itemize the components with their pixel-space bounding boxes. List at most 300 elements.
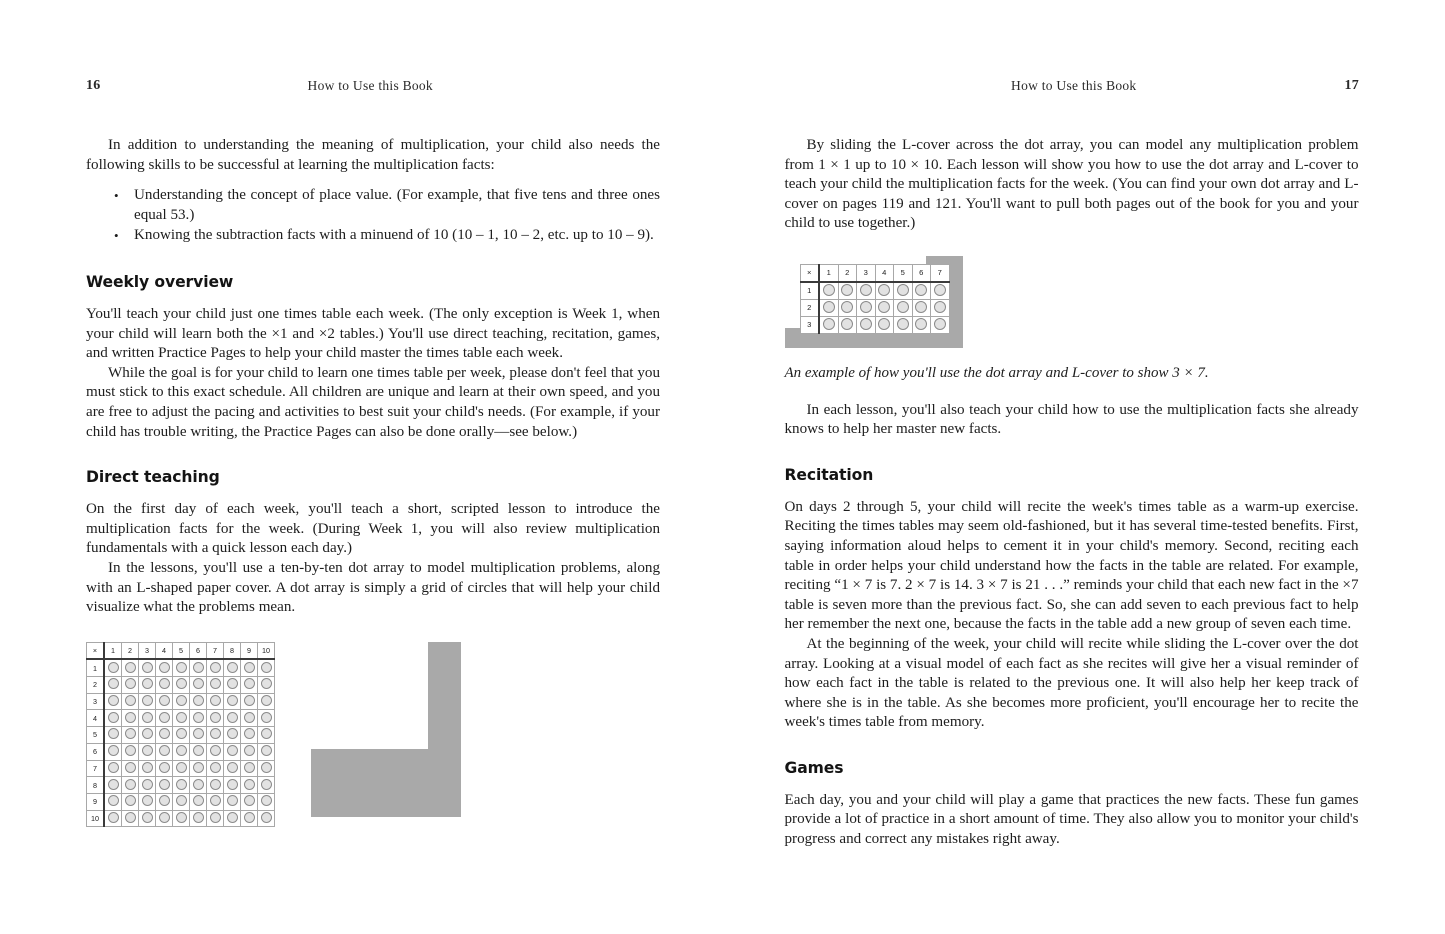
paragraph-weekly-overview-2: While the goal is for your child to learn one times table per week, please don't feel that you must stick to this exact schedule. All children are unique and learn at their own speed, and you are free to adjust the pacing and activities to best suit your child's needs. (For example, if your child has trouble writing, the Practice Pages can also be done orally—see below.) (86, 364, 660, 440)
paragraph-intro-right: By sliding the L-cover across the dot array, you can model any multiplication problem from 1 × 1 up to 10 × 10. Each lesson will show you how to use the dot array and L-cover to teach your child the multiplication facts for the week. (You can find your own dot array and L-cover on pages 119 and 121. You'll want to pull both pages out of the book for you and your child to use together.) (784, 137, 1359, 232)
dot-array-cell (241, 777, 258, 794)
dot-array-cell (931, 316, 950, 333)
dot-array-cell (912, 282, 931, 300)
dot-icon (125, 712, 136, 723)
dot-array-cell (190, 659, 207, 676)
dot-array-cell (224, 727, 241, 744)
dot-array-cell (207, 777, 224, 794)
dot-icon (142, 695, 153, 706)
dot-array-cell (190, 743, 207, 760)
dot-array-cell (912, 299, 931, 316)
dot-array-corner-cell: × (800, 264, 819, 282)
dot-array-cell (258, 727, 275, 744)
dot-icon (227, 779, 238, 790)
dot-icon (210, 745, 221, 756)
dot-array-header-row (800, 264, 949, 282)
figure-dot-array-and-l-cover (86, 636, 660, 826)
dot-icon (159, 678, 170, 689)
dot-array-cell (122, 677, 139, 694)
dot-array-column-header: 9 (241, 642, 258, 659)
dot-icon (915, 284, 927, 296)
dot-icon (142, 795, 153, 806)
dot-icon (142, 662, 153, 673)
dot-array-cell (122, 743, 139, 760)
dot-array-column-header: 3 (857, 264, 876, 282)
dot-icon (142, 762, 153, 773)
dot-array-cell (104, 727, 122, 744)
dot-array-cell (207, 727, 224, 744)
dot-icon (176, 662, 187, 673)
dot-array-cell (156, 710, 173, 727)
dot-array-cell (139, 793, 156, 810)
dot-icon (176, 728, 187, 739)
dot-array-cell (122, 727, 139, 744)
dot-icon (125, 795, 136, 806)
dot-icon (159, 712, 170, 723)
dot-icon (244, 745, 255, 756)
dot-array-cell (104, 659, 122, 676)
dot-icon (227, 695, 238, 706)
dot-icon (244, 712, 255, 723)
dot-array-cell (241, 659, 258, 676)
dot-array-cell (122, 693, 139, 710)
dot-array-column-header: 10 (258, 642, 275, 659)
dot-array-cell (139, 727, 156, 744)
dot-icon (210, 662, 221, 673)
dot-icon (193, 779, 204, 790)
dot-array-cell (875, 282, 894, 300)
dot-icon (142, 812, 153, 823)
dot-icon (125, 678, 136, 689)
dot-icon (108, 762, 119, 773)
heading-weekly-overview: Weekly overview (86, 272, 234, 291)
dot-array-cell (173, 810, 190, 827)
dot-array-cell (173, 710, 190, 727)
dot-array-cell (258, 677, 275, 694)
dot-array-cell (838, 299, 857, 316)
dot-icon (897, 284, 909, 296)
dot-array-row (87, 659, 275, 676)
page-right (723, 0, 1445, 934)
dot-icon (244, 662, 255, 673)
dot-array-column-header: 5 (894, 264, 913, 282)
dot-icon (244, 678, 255, 689)
running-head-right (785, 78, 1360, 108)
heading-games: Games (784, 758, 844, 777)
dot-icon (193, 728, 204, 739)
folio-right: 17 (1344, 78, 1359, 93)
dot-array-cell (104, 743, 122, 760)
dot-array-cell (190, 710, 207, 727)
dot-array-row (87, 777, 275, 794)
dot-array-column-header: 2 (838, 264, 857, 282)
dot-array-cell (156, 793, 173, 810)
dot-array-row (800, 282, 949, 300)
dot-array-cell (104, 810, 122, 827)
dot-icon (108, 695, 119, 706)
dot-icon (244, 762, 255, 773)
dot-icon (176, 779, 187, 790)
dot-array-row (800, 316, 949, 333)
dot-icon (227, 712, 238, 723)
dot-array-cell (857, 299, 876, 316)
dot-icon (176, 712, 187, 723)
dot-array-cell (104, 760, 122, 777)
dot-array-cell (224, 810, 241, 827)
dot-array-row-header: 9 (87, 793, 105, 810)
dot-array-row-header: 1 (800, 282, 819, 300)
dot-icon (261, 812, 272, 823)
list-item-text: Knowing the subtraction facts with a minuend of 10 (10 – 1, 10 – 2, etc. up to 10 – 9). (134, 227, 654, 244)
dot-icon (142, 745, 153, 756)
dot-array-cell (207, 693, 224, 710)
dot-icon (176, 678, 187, 689)
dot-array-cell (139, 810, 156, 827)
dot-icon (159, 728, 170, 739)
dot-array-cell (931, 299, 950, 316)
dot-array-cell (258, 659, 275, 676)
dot-array-column-header: 5 (173, 642, 190, 659)
dot-array-cell (875, 299, 894, 316)
dot-icon (897, 318, 909, 330)
dot-array-cell (207, 760, 224, 777)
dot-array-cell (190, 810, 207, 827)
dot-array-row (87, 760, 275, 777)
dot-array-column-header: 6 (190, 642, 207, 659)
dot-icon (193, 712, 204, 723)
dot-array-cell (156, 777, 173, 794)
dot-array-cell (258, 810, 275, 827)
dot-array-column-header: 6 (912, 264, 931, 282)
dot-array-cell (173, 777, 190, 794)
dot-array-cell (241, 810, 258, 827)
dot-array-cell (190, 693, 207, 710)
dot-array-10x10 (86, 642, 275, 828)
dot-array-cell (241, 677, 258, 694)
dot-icon (125, 695, 136, 706)
dot-array-cell (139, 743, 156, 760)
dot-icon (108, 712, 119, 723)
dot-icon (860, 284, 872, 296)
dot-array-column-header: 7 (207, 642, 224, 659)
dot-icon (125, 762, 136, 773)
dot-array-cell (875, 316, 894, 333)
paragraph-weekly-overview-1: You'll teach your child just one times table each week. (The only exception is Week 1, when your child will learn both the ×1 and ×2 tables.) You'll use direct teaching, recitation, games, and written Practice Pages to help your child master the times table each week. (86, 305, 660, 362)
dot-icon (159, 795, 170, 806)
dot-icon (125, 745, 136, 756)
dot-array-cell (207, 677, 224, 694)
dot-array-cell (104, 793, 122, 810)
list-item (86, 186, 660, 225)
dot-array-cell (894, 316, 913, 333)
dot-icon (244, 695, 255, 706)
dot-icon (261, 762, 272, 773)
dot-array-cell (224, 743, 241, 760)
dot-array-cell (190, 777, 207, 794)
dot-array-cell (139, 710, 156, 727)
dot-icon (108, 728, 119, 739)
dot-icon (193, 678, 204, 689)
dot-array-cell (207, 793, 224, 810)
dot-icon (878, 284, 890, 296)
dot-icon (193, 745, 204, 756)
dot-icon (227, 795, 238, 806)
dot-icon (108, 745, 119, 756)
dot-icon (823, 301, 835, 313)
dot-icon (261, 695, 272, 706)
list-item-text: Understanding the concept of place value. (For example, that five tens and three ones equal 53.) (134, 187, 660, 223)
dot-icon (210, 712, 221, 723)
dot-icon (108, 795, 119, 806)
dot-array-row-header: 3 (87, 693, 105, 710)
dot-icon (915, 318, 927, 330)
dot-icon (860, 301, 872, 313)
dot-icon (193, 662, 204, 673)
dot-icon (878, 318, 890, 330)
dot-icon (934, 318, 946, 330)
dot-icon (244, 728, 255, 739)
dot-icon (244, 812, 255, 823)
dot-icon (841, 318, 853, 330)
dot-icon (108, 678, 119, 689)
dot-array-row-header: 4 (87, 710, 105, 727)
dot-icon (193, 812, 204, 823)
dot-icon (176, 745, 187, 756)
dot-array-cell (241, 743, 258, 760)
dot-array-row-header: 6 (87, 743, 105, 760)
dot-array-row-header: 1 (87, 659, 105, 676)
dot-array-cell (104, 677, 122, 694)
dot-icon (210, 762, 221, 773)
dot-icon (125, 812, 136, 823)
dot-icon (176, 762, 187, 773)
dot-icon (142, 712, 153, 723)
dot-array-cell (122, 659, 139, 676)
dot-icon (915, 301, 927, 313)
dot-icon (193, 762, 204, 773)
dot-array-cell (173, 677, 190, 694)
dot-icon (878, 301, 890, 313)
dot-array-row (800, 299, 949, 316)
dot-icon (125, 779, 136, 790)
dot-array-cell (173, 760, 190, 777)
dot-icon (159, 745, 170, 756)
paragraph-intro-left: In addition to understanding the meaning of multiplication, your child also needs the following skills to be successful at learning the multiplication facts: (86, 137, 660, 173)
dot-array-column-header: 4 (156, 642, 173, 659)
skills-bullet-list (86, 186, 660, 246)
dot-array-row (87, 677, 275, 694)
dot-icon (227, 812, 238, 823)
dot-array-column-header: 1 (819, 264, 838, 282)
dot-array-row (87, 743, 275, 760)
dot-icon (176, 812, 187, 823)
dot-array-cell (190, 727, 207, 744)
dot-array-cell (241, 693, 258, 710)
dot-array-cell (104, 710, 122, 727)
dot-array-row (87, 710, 275, 727)
dot-array-cell (224, 693, 241, 710)
l-cover-horizontal-arm (311, 749, 461, 817)
dot-array-corner-cell: × (87, 642, 105, 659)
dot-icon (261, 712, 272, 723)
dot-icon (159, 812, 170, 823)
dot-icon (261, 728, 272, 739)
dot-array-cell (190, 677, 207, 694)
paragraph-recitation-1: On days 2 through 5, your child will recite the week's times table as a warm-up exercise. Reciting the times tables may seem old-fashioned, but it has several time-tested benefits. First, saying information aloud helps to cement it in your child's memory. Second, reciting each table in order helps your child understand how the facts in the table are related. For example, reciting “1 × 7 is 7. 2 × 7 is 14. 3 × 7 is 21 . . .” reminds your child that each new fact in the ×7 table is seven more than the previous fact. So, she can add seven to each previous fact to help her remember the next one, because the facts in the table add a new group of seven each time. (784, 498, 1359, 633)
dot-icon (841, 284, 853, 296)
dot-array-cell (156, 727, 173, 744)
dot-array-row-header: 10 (87, 810, 105, 827)
dot-array-cell (224, 777, 241, 794)
dot-array-cell (894, 299, 913, 316)
dot-icon (210, 728, 221, 739)
dot-array-cell (258, 710, 275, 727)
dot-array-cell (122, 810, 139, 827)
dot-icon (142, 779, 153, 790)
dot-icon (159, 762, 170, 773)
dot-icon (227, 662, 238, 673)
folio-left: 16 (86, 78, 101, 93)
dot-array-cell (122, 760, 139, 777)
dot-array-cell (156, 693, 173, 710)
dot-array-cell (156, 659, 173, 676)
dot-array-cell (857, 282, 876, 300)
dot-icon (159, 695, 170, 706)
dot-array-row (87, 727, 275, 744)
dot-array-cell (258, 743, 275, 760)
dot-icon (176, 695, 187, 706)
dot-array-row-header: 3 (800, 316, 819, 333)
dot-icon (244, 779, 255, 790)
dot-icon (823, 318, 835, 330)
dot-array-cell (241, 710, 258, 727)
dot-array-cell (156, 743, 173, 760)
dot-array-row-header: 8 (87, 777, 105, 794)
dot-icon (108, 662, 119, 673)
dot-array-cell (139, 677, 156, 694)
running-head-left (86, 78, 661, 108)
dot-array-column-header: 4 (875, 264, 894, 282)
dot-array-row (87, 693, 275, 710)
dot-array-cell (838, 316, 857, 333)
dot-array-cell (139, 760, 156, 777)
l-cover-vertical-arm (428, 642, 461, 752)
dot-array-cell (838, 282, 857, 300)
dot-icon (108, 779, 119, 790)
dot-array-cell (819, 316, 838, 333)
dot-icon (142, 678, 153, 689)
dot-array-cell (173, 659, 190, 676)
right-column-content (785, 136, 1359, 850)
dot-icon (841, 301, 853, 313)
dot-icon (142, 728, 153, 739)
dot-array-cell (173, 743, 190, 760)
dot-array-row-header: 5 (87, 727, 105, 744)
dot-array-cell (912, 316, 931, 333)
dot-array-cell (258, 760, 275, 777)
dot-array-header-row (87, 642, 275, 659)
dot-array-cell (207, 710, 224, 727)
dot-array-cell (156, 760, 173, 777)
dot-array-cell (156, 677, 173, 694)
dot-array-cell (241, 793, 258, 810)
dot-array-cell (173, 793, 190, 810)
dot-array-cell (819, 282, 838, 300)
dot-icon (210, 678, 221, 689)
dot-icon (261, 662, 272, 673)
paragraph-games-1: Each day, you and your child will play a game that practices the new facts. These fun games provide a lot of practice in a short amount of time. They also allow you to monitor your child's progress and correct any mistakes right away. (784, 791, 1359, 848)
dot-icon (159, 662, 170, 673)
dot-array-3x7 (800, 264, 950, 334)
dot-icon (227, 678, 238, 689)
dot-array-row-header: 2 (87, 677, 105, 694)
dot-icon (261, 745, 272, 756)
dot-array-cell (241, 760, 258, 777)
dot-array-cell (173, 727, 190, 744)
dot-array-column-header: 7 (931, 264, 950, 282)
dot-icon (210, 779, 221, 790)
dot-icon (227, 728, 238, 739)
dot-icon (823, 284, 835, 296)
paragraph-direct-teaching-1: On the first day of each week, you'll teach a short, scripted lesson to introduce the multiplication facts for the week. (During Week 1, you will also review multiplication fundamentals with a quick lesson each day.) (86, 501, 660, 557)
dot-array-column-header: 2 (122, 642, 139, 659)
bullet-marker-icon: • (114, 228, 119, 244)
dot-array-row (87, 793, 275, 810)
dot-icon (210, 812, 221, 823)
dot-array-cell (258, 693, 275, 710)
dot-icon (159, 779, 170, 790)
dot-array-cell (931, 282, 950, 300)
dot-icon (227, 762, 238, 773)
dot-array-row-header: 7 (87, 760, 105, 777)
l-cover-shape (311, 642, 461, 817)
dot-icon (934, 301, 946, 313)
dot-icon (261, 795, 272, 806)
running-head-title-left: How to Use this Book (307, 78, 433, 93)
dot-array-cell (122, 777, 139, 794)
dot-array-row (87, 810, 275, 827)
dot-icon (210, 795, 221, 806)
dot-array-cell (104, 693, 122, 710)
dot-array-cell (122, 793, 139, 810)
paragraph-after-figure: In each lesson, you'll also teach your child how to use the multiplication facts she already knows to help her master new facts. (784, 401, 1359, 438)
dot-array-cell (894, 282, 913, 300)
dot-icon (227, 745, 238, 756)
dot-array-row-header: 2 (800, 299, 819, 316)
dot-icon (193, 695, 204, 706)
dot-icon (193, 795, 204, 806)
dot-array-cell (207, 659, 224, 676)
dot-array-cell (258, 777, 275, 794)
dot-icon (261, 779, 272, 790)
dot-array-cell (139, 659, 156, 676)
heading-direct-teaching: Direct teaching (86, 468, 220, 487)
dot-array-cell (190, 793, 207, 810)
dot-icon (108, 812, 119, 823)
dot-array-cell (122, 710, 139, 727)
dot-array-column-header: 3 (139, 642, 156, 659)
dot-array-cell (241, 727, 258, 744)
dot-array-cell (207, 810, 224, 827)
dot-array-cell (857, 316, 876, 333)
dot-icon (125, 728, 136, 739)
dot-array-cell (207, 743, 224, 760)
dot-array-cell (190, 760, 207, 777)
dot-array-cell (224, 710, 241, 727)
figure-caption-3x7: An example of how you'll use the dot array and L-cover to show 3 × 7. (784, 364, 1209, 381)
heading-recitation: Recitation (784, 465, 874, 484)
dot-icon (897, 301, 909, 313)
